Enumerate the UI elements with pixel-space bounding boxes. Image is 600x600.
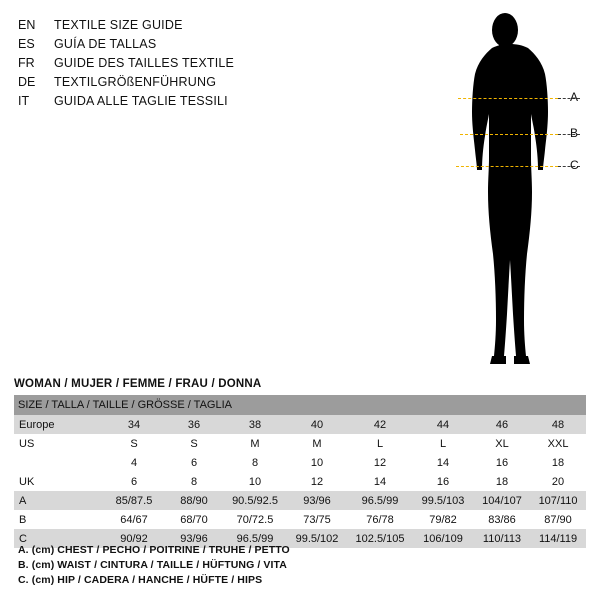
row-label [14,453,104,472]
cell: 93/96 [164,529,224,548]
table-header-label: SIZE / TALLA / TAILLE / GRÖSSE / TAGLIA [14,395,586,415]
table-header-row [14,395,586,415]
cell: 85/87.5 [104,491,164,510]
cell: 93/96 [286,491,348,510]
table-row [14,472,586,491]
cell: 18 [530,453,586,472]
cell: 16 [412,472,474,491]
cell: XXL [530,434,586,453]
language-row [18,73,348,91]
cell: 79/82 [412,510,474,529]
cell: 107/110 [530,491,586,510]
legend-line-b: B. (cm) WAIST / CINTURA / TAILLE / HÜFTUNG / VITA [18,559,287,571]
cell: 90.5/92.5 [224,491,286,510]
row-label: UK [14,472,104,491]
language-code: DE [18,75,36,89]
figure-area [430,8,590,368]
cell: 38 [224,415,286,434]
cell: 99.5/103 [412,491,474,510]
language-code: EN [18,18,36,32]
table-row [14,453,586,472]
language-row [18,54,348,72]
cell: 8 [224,453,286,472]
cell: 4 [104,453,164,472]
language-code: ES [18,37,35,51]
language-text: TEXTILGRÖßENFÜHRUNG [54,75,217,89]
table-row [14,510,586,529]
cell: 10 [224,472,286,491]
cell: 68/70 [164,510,224,529]
cell: S [104,434,164,453]
language-text: GUÍA DE TALLAS [54,37,157,51]
language-row [18,92,348,110]
language-code: IT [18,94,30,108]
measure-line-a [458,98,558,99]
cell: 87/90 [530,510,586,529]
cell: 40 [286,415,348,434]
cell: 104/107 [474,491,530,510]
cell: L [348,434,412,453]
cell: 10 [286,453,348,472]
measure-label-c: C [570,158,579,172]
cell: 83/86 [474,510,530,529]
cell: S [164,434,224,453]
legend-line-a: A. (cm) CHEST / PECHO / POITRINE / TRUHE / PETTO [18,544,290,556]
language-row [18,16,348,34]
cell: 76/78 [348,510,412,529]
cell: 106/109 [412,529,474,548]
row-label: C [14,529,104,548]
row-label: Europe [14,415,104,434]
measure-line-b [460,134,558,135]
legend-line-c: C. (cm) HIP / CADERA / HANCHE / HÜFTE / HIPS [18,574,263,586]
row-label: A [14,491,104,510]
cell: 18 [474,472,530,491]
cell: L [412,434,474,453]
measure-label-a: A [570,90,579,104]
cell: 99.5/102 [286,529,348,548]
cell: 12 [286,472,348,491]
cell: 12 [348,453,412,472]
measure-line-c [456,166,558,167]
cell: XL [474,434,530,453]
table-row [14,434,586,453]
cell: M [286,434,348,453]
cell: 48 [530,415,586,434]
language-code: FR [18,56,35,70]
cell: 36 [164,415,224,434]
cell: 90/92 [104,529,164,548]
cell: 46 [474,415,530,434]
cell: 42 [348,415,412,434]
size-table [14,395,586,548]
cell: 14 [348,472,412,491]
table-group-title: WOMAN / MUJER / FEMME / FRAU / DONNA [14,378,262,390]
measurement-legend [18,543,578,588]
cell: 70/72.5 [224,510,286,529]
row-label: B [14,510,104,529]
measure-label-b: B [570,126,579,140]
cell: 44 [412,415,474,434]
language-text: GUIDA ALLE TAGLIE TESSILI [54,94,228,108]
cell: 96.5/99 [348,491,412,510]
cell: 6 [104,472,164,491]
language-row [18,35,348,53]
table-row [14,415,586,434]
language-list [18,16,348,111]
cell: 20 [530,472,586,491]
cell: 8 [164,472,224,491]
cell: 73/75 [286,510,348,529]
row-label: US [14,434,104,453]
cell: 34 [104,415,164,434]
cell: 102.5/105 [348,529,412,548]
cell: 6 [164,453,224,472]
cell: 114/119 [530,529,586,548]
cell: 96.5/99 [224,529,286,548]
cell: 16 [474,453,530,472]
cell: 88/90 [164,491,224,510]
language-text: TEXTILE SIZE GUIDE [54,18,183,32]
cell: 64/67 [104,510,164,529]
cell: M [224,434,286,453]
female-silhouette-icon [430,8,590,368]
size-table-area [14,378,586,548]
language-text: GUIDE DES TAILLES TEXTILE [54,56,235,70]
cell: 14 [412,453,474,472]
cell: 110/113 [474,529,530,548]
table-row [14,491,586,510]
